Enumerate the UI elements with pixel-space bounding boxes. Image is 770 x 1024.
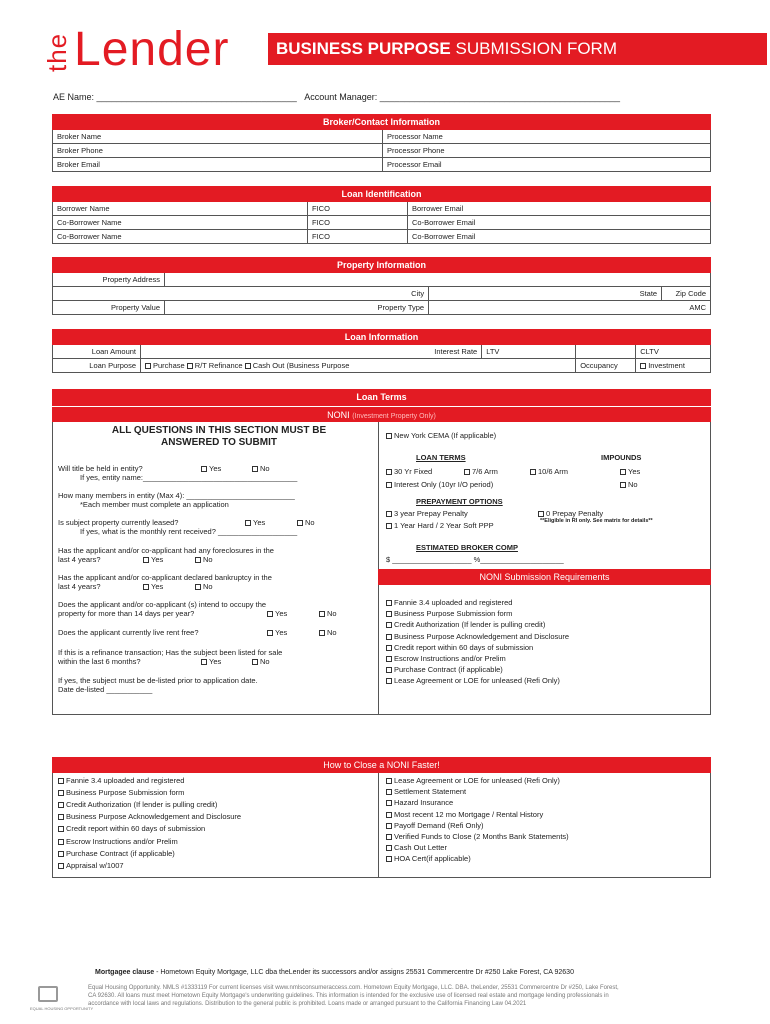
- processor-email-field[interactable]: Processor Email: [383, 158, 711, 172]
- loan-terms-label: LOAN TERMS: [416, 453, 466, 462]
- checklist-label: Credit Authorization (If lender is pulling credit): [394, 620, 546, 630]
- checklist-item[interactable]: [58, 776, 184, 785]
- q-listed-no[interactable]: No: [252, 657, 270, 666]
- checklist-label: Credit report within 60 days of submission: [394, 642, 534, 652]
- checkbox[interactable]: [58, 851, 64, 857]
- property-table: [52, 257, 711, 315]
- checklist-item[interactable]: [386, 598, 512, 607]
- checklist-label: Business Purpose Acknowledgement and Disclosure: [66, 812, 242, 822]
- checklist-item[interactable]: [386, 810, 543, 819]
- eligible-note: **Eligible in RI only. See matrix for details**: [540, 518, 653, 524]
- q-bankruptcy-2: last 4 years?: [58, 582, 101, 591]
- prepay0-option[interactable]: 0 Prepay Penalty: [538, 509, 603, 518]
- vertical-divider: [378, 773, 379, 878]
- table-row: [53, 230, 711, 244]
- loan-id-table: [52, 186, 711, 244]
- coborrower-name-field[interactable]: Co-Borrower Name: [53, 216, 308, 230]
- table-row: [53, 130, 711, 144]
- logo: Lender: [74, 23, 230, 76]
- eho-label: EQUAL HOUSING OPPORTUNITY: [30, 1006, 94, 1011]
- checklist-item[interactable]: [58, 812, 241, 821]
- io-option[interactable]: Interest Only (10yr I/O period): [386, 480, 493, 489]
- borrower-name-field[interactable]: Borrower Name: [53, 202, 308, 216]
- checklist-item[interactable]: [386, 654, 506, 663]
- checklist-item[interactable]: [386, 832, 569, 841]
- checklist-label: Verified Funds to Close (2 Months Bank Statements): [394, 832, 569, 841]
- checklist-item[interactable]: [58, 788, 184, 797]
- checklist-label: Credit report within 60 days of submission: [66, 824, 206, 834]
- q-foreclosure-2: last 4 years?: [58, 555, 101, 564]
- q-foreclosure: Has the applicant and/or co-applicant had any foreclosures in the: [58, 546, 274, 555]
- checkbox[interactable]: [386, 678, 392, 684]
- checkbox[interactable]: [386, 645, 392, 651]
- form-title: BUSINESS PURPOSE SUBMISSION FORM: [268, 33, 767, 65]
- broker-table: [52, 114, 711, 172]
- ae-line: [53, 92, 620, 102]
- q-bankruptcy-no[interactable]: No: [195, 582, 213, 591]
- interest-rate-field[interactable]: Interest Rate: [141, 345, 482, 359]
- loan-info-table: [52, 329, 711, 373]
- loan-purpose-label: Loan Purpose: [53, 359, 141, 373]
- table-row: [53, 287, 711, 301]
- coborrower-email-field[interactable]: Co-Borrower Email: [408, 230, 711, 244]
- checklist-item[interactable]: [386, 643, 533, 652]
- checklist-label: Business Purpose Submission form: [394, 609, 513, 619]
- investment-option[interactable]: Investment: [636, 359, 711, 373]
- section-header: Broker/Contact Information: [53, 115, 711, 130]
- checkbox[interactable]: [58, 863, 64, 869]
- checklist-label: Business Purpose Acknowledgement and Disclosure: [394, 631, 570, 641]
- arm7-option[interactable]: 7/6 Arm: [464, 467, 498, 476]
- q-occupy-no[interactable]: No: [319, 609, 337, 618]
- amc-field[interactable]: AMC: [429, 301, 711, 315]
- checkbox[interactable]: [386, 667, 392, 673]
- checklist-item[interactable]: [386, 676, 560, 685]
- rent-field[interactable]: If yes, what is the monthly rent received? ___________________: [80, 527, 298, 536]
- q-leased-no[interactable]: No: [297, 518, 315, 527]
- broker-phone-field[interactable]: Broker Phone: [53, 144, 383, 158]
- impounds-no[interactable]: No: [620, 480, 638, 489]
- checklist-label: Hazard Insurance: [394, 798, 454, 808]
- checklist-item[interactable]: [58, 837, 178, 846]
- checkbox[interactable]: [58, 790, 64, 796]
- section-header: Property Information: [53, 258, 711, 273]
- zip-field[interactable]: Zip Code: [662, 287, 711, 301]
- checklist-item[interactable]: [58, 824, 205, 833]
- requirements-header: NONI Submission Requirements: [378, 569, 711, 585]
- fico-field[interactable]: FICO: [308, 216, 408, 230]
- checkbox[interactable]: [386, 789, 392, 795]
- logo-prefix: the: [42, 32, 72, 72]
- equal-housing-icon: [38, 986, 58, 1002]
- checklist-item[interactable]: [386, 632, 569, 641]
- checklist-label: Lease Agreement or LOE for unleased (Refi Only): [394, 676, 560, 686]
- property-type-field[interactable]: Property Type: [165, 301, 429, 315]
- checkbox[interactable]: [386, 611, 392, 617]
- checkbox[interactable]: [58, 778, 64, 784]
- checkbox[interactable]: [187, 363, 193, 369]
- checklist-item[interactable]: [386, 798, 453, 807]
- noni-header: NONI (Investment Property Only): [52, 406, 711, 422]
- property-value-label: Property Value: [53, 301, 165, 315]
- checkbox[interactable]: [386, 634, 392, 640]
- checkbox[interactable]: [58, 839, 64, 845]
- checkbox[interactable]: [386, 600, 392, 606]
- checkbox[interactable]: [386, 622, 392, 628]
- property-address-label: Property Address: [53, 273, 165, 287]
- checklist-item[interactable]: [386, 665, 503, 674]
- q-foreclosure-yes[interactable]: Yes: [143, 555, 163, 564]
- loan-amount-label: Loan Amount: [53, 345, 141, 359]
- prepay1-option[interactable]: 1 Year Hard / 2 Year Soft PPP: [386, 521, 494, 530]
- city-field[interactable]: City: [53, 287, 429, 301]
- q-rent-free-yes[interactable]: Yes: [267, 628, 287, 637]
- impounds-label: IMPOUNDS: [601, 453, 642, 462]
- checklist-label: Settlement Statement: [394, 787, 467, 797]
- checklist-item[interactable]: [386, 821, 483, 830]
- coborrower-name-field[interactable]: Co-Borrower Name: [53, 230, 308, 244]
- cltv-field[interactable]: CLTV: [636, 345, 711, 359]
- arm10-option[interactable]: 10/6 Arm: [530, 467, 568, 476]
- prepay-label: PREPAYMENT OPTIONS: [416, 497, 503, 506]
- delisted-note: If yes, the subject must be de-listed prior to application date.: [58, 676, 258, 685]
- checkbox[interactable]: [58, 802, 64, 808]
- account-manager-field[interactable]: Account Manager: ________________________________________________: [304, 92, 621, 102]
- checkbox[interactable]: [386, 845, 392, 851]
- checklist-item[interactable]: [386, 620, 545, 629]
- q-bankruptcy-yes[interactable]: Yes: [143, 582, 163, 591]
- members-note: *Each member must complete an application: [80, 500, 229, 509]
- fixed-option[interactable]: 30 Yr Fixed: [386, 467, 432, 476]
- mortgagee-clause: Mortgagee clause - Hometown Equity Mortgage, LLC dba theLender its successors and/or assigns 25531 Commercentre Dr #250 Lake Forest, CA 92630: [95, 969, 574, 976]
- checklist-label: Lease Agreement or LOE for unleased (Refi Only): [394, 776, 560, 785]
- checklist-label: Appraisal w/1007: [66, 860, 124, 870]
- comp-field[interactable]: $ ___________________ %____________________: [386, 555, 564, 564]
- q-rent-free: Does the applicant currently live rent free?: [58, 628, 199, 637]
- q-leased: Is subject property currently leased?: [58, 518, 179, 527]
- entity-name-field[interactable]: If yes, entity name:_____________________________________: [80, 473, 298, 482]
- checkbox[interactable]: [386, 823, 392, 829]
- q-entity: Will title be held in entity?: [58, 464, 143, 473]
- table-row: [53, 202, 711, 216]
- processor-name-field[interactable]: Processor Name: [383, 130, 711, 144]
- checkbox[interactable]: [145, 363, 151, 369]
- checkbox[interactable]: [386, 656, 392, 662]
- ae-name-field[interactable]: AE Name: ________________________________________: [53, 92, 297, 102]
- checklist-label: Fannie 3.4 uploaded and registered: [394, 598, 513, 607]
- section-header: Loan Information: [53, 330, 711, 345]
- section-header: Loan Identification: [53, 187, 711, 202]
- fico-field[interactable]: FICO: [308, 202, 408, 216]
- borrower-email-field[interactable]: Borrower Email: [408, 202, 711, 216]
- checklist-label: Credit Authorization (If lender is pulling credit): [66, 800, 218, 810]
- checklist-label: Escrow Instructions and/or Prelim: [66, 836, 178, 846]
- q-listed-yes[interactable]: Yes: [201, 657, 221, 666]
- coborrower-email-field[interactable]: Co-Borrower Email: [408, 216, 711, 230]
- checkbox[interactable]: [386, 778, 392, 784]
- table-row: [53, 301, 711, 315]
- checklist-label: Purchase Contract (if applicable): [66, 848, 175, 858]
- checklist-label: Fannie 3.4 uploaded and registered: [66, 776, 185, 785]
- questions-heading: ALL QUESTIONS IN THIS SECTION MUST BE ANSWERED TO SUBMIT: [111, 425, 327, 448]
- broker-name-field[interactable]: Broker Name: [53, 130, 383, 144]
- checklist-label: Cash Out Letter: [394, 843, 447, 853]
- q-bankruptcy: Has the applicant and/or co-applicant declared bankruptcy in the: [58, 573, 272, 582]
- q-foreclosure-no[interactable]: No: [195, 555, 213, 564]
- checkbox[interactable]: [386, 812, 392, 818]
- processor-phone-field[interactable]: Processor Phone: [383, 144, 711, 158]
- checkbox[interactable]: [245, 363, 251, 369]
- checkbox[interactable]: [386, 856, 392, 862]
- checklist-item[interactable]: [386, 854, 471, 863]
- table-row: [53, 158, 711, 172]
- checklist-item[interactable]: [386, 609, 512, 618]
- checkbox[interactable]: [58, 814, 64, 820]
- checklist-item[interactable]: [58, 861, 124, 870]
- q-occupy-2: property for more than 14 days per year?: [58, 609, 195, 618]
- q-entity-no[interactable]: No: [252, 464, 270, 473]
- checkbox[interactable]: [386, 834, 392, 840]
- q-listed: If this is a refinance transaction; Has the subject been listed for sale: [58, 648, 283, 657]
- checkbox[interactable]: [58, 826, 64, 832]
- fico-field[interactable]: FICO: [308, 230, 408, 244]
- q-entity-yes[interactable]: Yes: [201, 464, 221, 473]
- members-field[interactable]: How many members in entity (Max 4): __________________________: [58, 491, 295, 500]
- delisted-date-field[interactable]: Date de-listed ___________: [58, 685, 153, 694]
- checkbox[interactable]: [386, 800, 392, 806]
- checklist-item[interactable]: [386, 843, 447, 852]
- table-row: [53, 144, 711, 158]
- checklist-item[interactable]: [58, 849, 175, 858]
- q-listed-2: within the last 6 months?: [58, 657, 141, 666]
- checklist-label: Payoff Demand (Refi Only): [394, 820, 484, 830]
- disclaimer: Equal Housing Opportunity. NMLS #1333119 For current licenses visit www.nmlsconsumeraccess.com. Hometown Equity Mortgage, LLC. DBA. theLender, 25531 Commercentre Dr #250, Lake Forest, CA 92630. All loans must meet Hometown Equity Mortgage's underwriting guidelines. This information is intended for the exclusive use of licensed real estate and mortgage lending professionals in accordance with local laws and regulations. Distribution to the general public is prohibited. Loans made or arranged pursuant to the California Financing Law 04.2021: [88, 985, 619, 1007]
- state-field[interactable]: State: [429, 287, 662, 301]
- checklist-label: Business Purpose Submission form: [66, 788, 185, 798]
- checklist-label: Purchase Contract (if applicable): [394, 665, 503, 675]
- property-address-field[interactable]: [165, 273, 711, 287]
- impounds-yes[interactable]: Yes: [620, 467, 640, 476]
- q-occupy-yes[interactable]: Yes: [267, 609, 287, 618]
- faster-header: How to Close a NONI Faster!: [52, 757, 711, 773]
- checklist-label: Most recent 12 mo Mortgage / Rental History: [394, 809, 544, 819]
- comp-label: ESTIMATED BROKER COMP: [416, 543, 518, 552]
- loan-terms-header: Loan Terms: [52, 389, 711, 406]
- table-row: [53, 273, 711, 287]
- prepay3-option[interactable]: 3 year Prepay Penalty: [386, 509, 468, 518]
- checklist-label: HOA Cert(if applicable): [394, 854, 471, 864]
- loan-purpose-options[interactable]: Purchase R/T Refinance Cash Out (Business Purpose: [141, 359, 576, 373]
- table-row: [53, 345, 711, 359]
- occupancy-label: Occupancy: [576, 359, 636, 373]
- checklist-label: Escrow Instructions and/or Prelim: [394, 654, 506, 663]
- checklist-item[interactable]: [386, 787, 466, 796]
- checklist-item[interactable]: [386, 776, 560, 785]
- checkbox[interactable]: [640, 363, 646, 369]
- checklist-item[interactable]: [58, 800, 217, 809]
- broker-email-field[interactable]: Broker Email: [53, 158, 383, 172]
- table-row: [53, 359, 711, 373]
- q-occupy: Does the applicant and/or co-applicant (s) intend to occupy the: [58, 600, 267, 609]
- ltv-field[interactable]: LTV: [482, 345, 576, 359]
- q-rent-free-no[interactable]: No: [319, 628, 337, 637]
- cema-option[interactable]: New York CEMA (If applicable): [386, 431, 496, 440]
- q-leased-yes[interactable]: Yes: [245, 518, 265, 527]
- table-row: [53, 216, 711, 230]
